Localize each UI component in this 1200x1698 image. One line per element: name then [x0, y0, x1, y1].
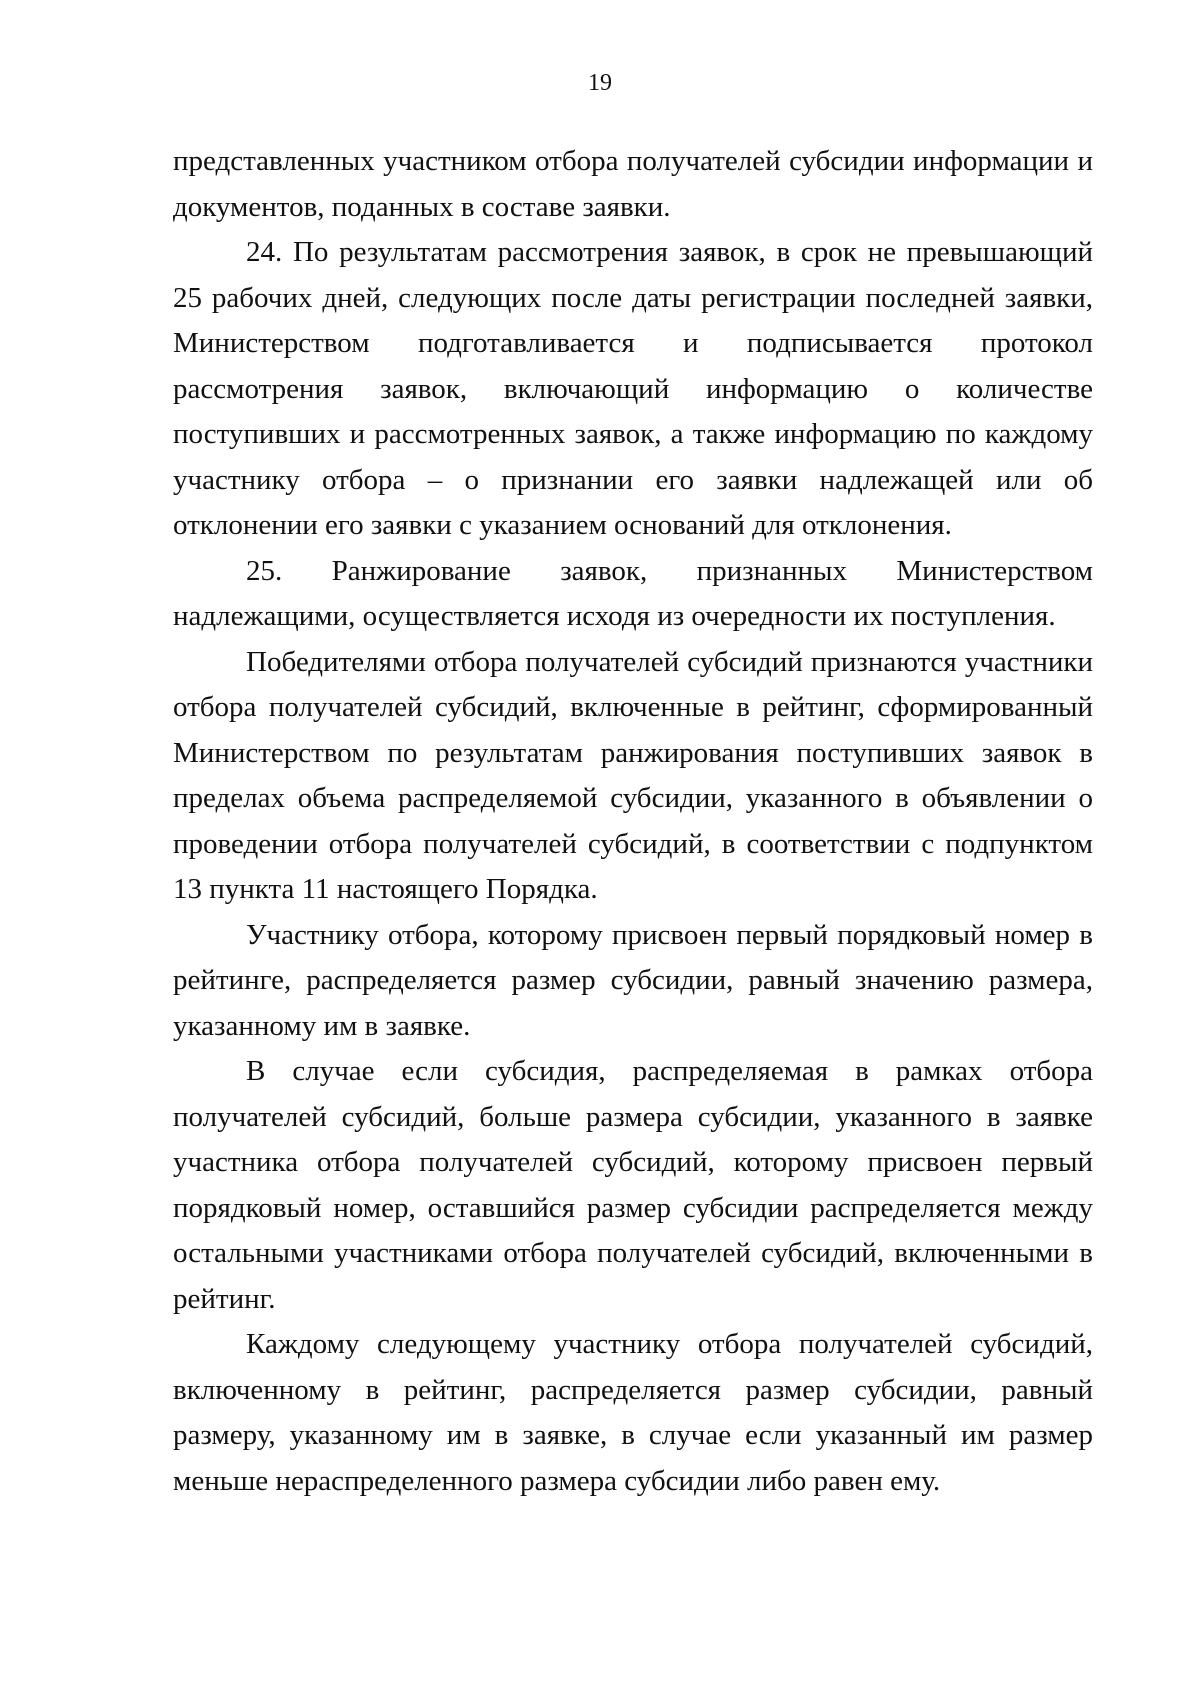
paragraph-remaining-subsidy: В случае если субсидия, распределяемая в рамках отбора получателей субсидий, больше размера субсидии, указанного в заявке участника отбора получателей субсидий, которому присвоен первый порядковый номер, оставшийся размер субсидии распределяется между остальными участниками отбора получателей субсидий, включенными в рейтинг. — [173, 1055, 1093, 1315]
paragraph-item-25: 25. Ранжирование заявок, признанных Министерством надлежащими, осуществляется исходя из очередности их поступления. — [173, 554, 1093, 632]
paragraph-winners: Победителями отбора получателей субсидий признаются участники отбора получателей субсидий, включенные в рейтинг, сформированный Министерством по результатам ранжирования поступивших заявок в пределах объема распределяемой субсидии, указанного в объявлении о проведении отбора получателей субсидий, в соответствии с подпунктом 13 пункта 11 настоящего Порядка. — [173, 645, 1093, 905]
document-body — [173, 139, 1093, 1504]
paragraph-first-participant: Участнику отбора, которому присвоен первый порядковый номер в рейтинге, распределяется размер субсидии, равный значению размера, указанному им в заявке. — [173, 918, 1093, 1042]
paragraph-item-24: 24. По результатам рассмотрения заявок, в срок не превышающий 25 рабочих дней, следующих после даты регистрации последней заявки, Министерством подготавливается и подписывается протокол рассмотрения заявок, включающий информацию о количестве поступивших и рассмотренных заявок, а также информацию по каждому участнику отбора – о признании его заявки надлежащей или об отклонении его заявки с указанием оснований для отклонения. — [173, 236, 1093, 541]
page-number: 19 — [588, 70, 612, 96]
paragraph-continuation: представленных участником отбора получателей субсидии информации и документов, поданных в составе заявки. — [173, 145, 1093, 223]
paragraph-next-participants: Каждому следующему участнику отбора получателей субсидий, включенному в рейтинг, распределяется размер субсидии, равный размеру, указанному им в заявке, в случае если указанный им размер меньше нераспределенного размера субсидии либо равен ему. — [173, 1328, 1093, 1497]
